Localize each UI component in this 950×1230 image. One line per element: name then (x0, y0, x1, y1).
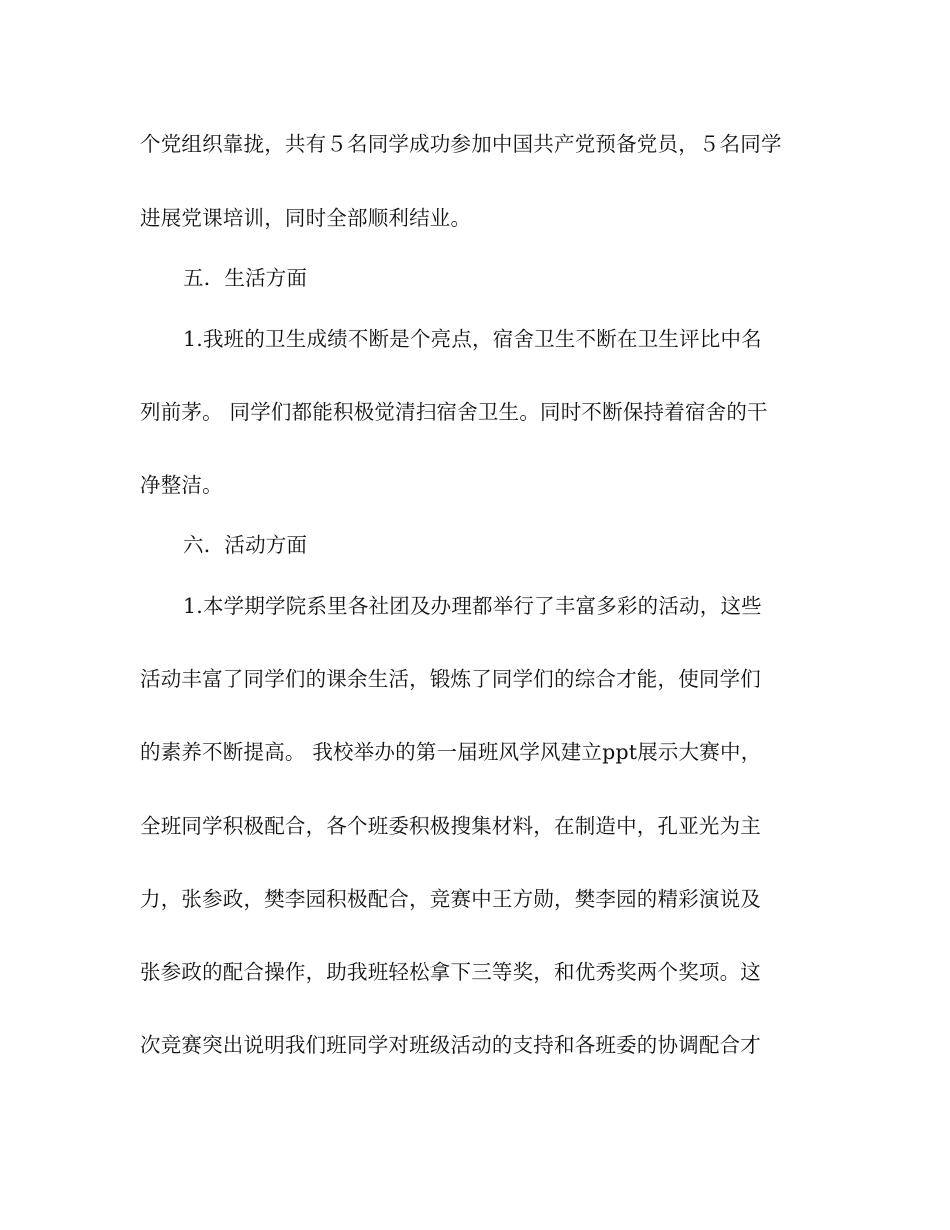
paragraph-line: 的素养不断提高。 我校举办的第一届班风学风建立ppt展示大赛中， (140, 740, 762, 764)
paragraph-line: 进展党课培训，同时全部顺利结业。 (140, 206, 472, 230)
paragraph-line: 全班同学积极配合，各个班委积极搜集材料，在制造中，孔亚光为主 (140, 814, 761, 838)
paragraph-line: 次竞赛突出说明我们班同学对班级活动的支持和各班委的协调配合才 (140, 1033, 761, 1057)
paragraph-line: 张参政的配合操作，助我班轻松拿下三等奖，和优秀奖两个奖项。这 (140, 960, 761, 984)
paragraph-line: 1.本学期学院系里各社团及办理都举行了丰富多彩的活动，这些 (183, 594, 762, 618)
paragraph-line: 个党组织靠拢，共有５名同学成功参加中国共产党预备党员，５名同学 (140, 132, 782, 156)
paragraph-line: 力，张参政，樊李园积极配合，竞赛中王方勋，樊李园的精彩演说及 (140, 887, 761, 911)
section-heading: 五．生活方面 (183, 266, 308, 290)
paragraph-line: 列前茅。 同学们都能积极觉清扫宿舍卫生。同时不断保持着宿舍的干 (140, 400, 768, 424)
section-heading: 六．活动方面 (183, 533, 308, 557)
paragraph-line: 活动丰富了同学们的课余生活，锻炼了同学们的综合才能，使同学们 (140, 667, 761, 691)
paragraph-line: 净整洁。 (140, 473, 223, 497)
paragraph-line: 1.我班的卫生成绩不断是个亮点，宿舍卫生不断在卫生评比中名 (183, 327, 762, 351)
